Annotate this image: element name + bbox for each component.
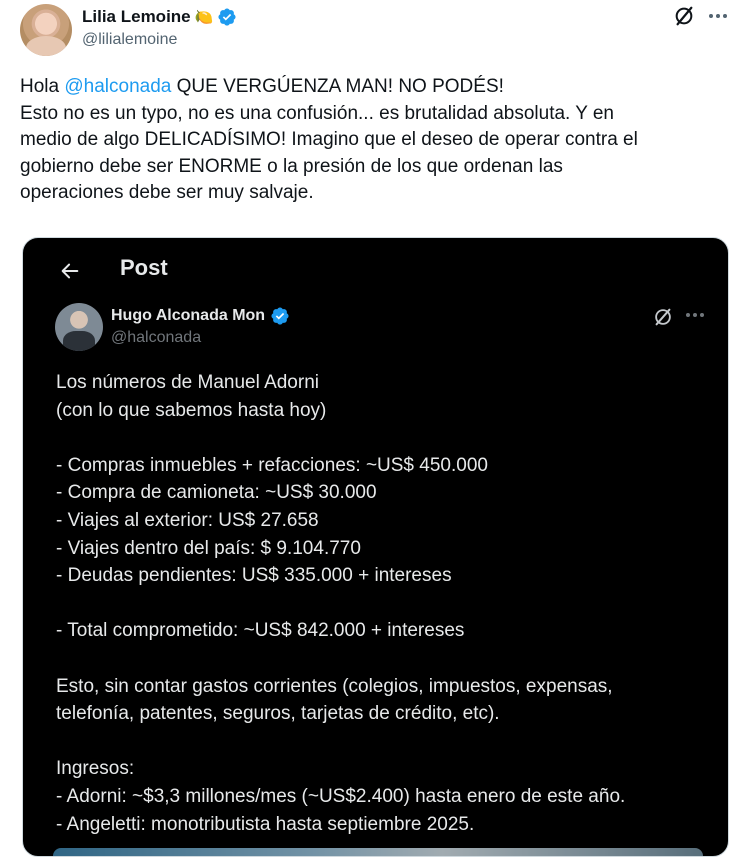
embedded-post-line: Esto, sin contar gastos corrientes (colegios, impuestos, expensas, bbox=[56, 675, 613, 697]
embedded-post-line: Los números de Manuel Adorni bbox=[56, 372, 319, 393]
embedded-post-line: - Adorni: ~$3,3 millones/mes (~US$2.400) hasta enero de este año. bbox=[56, 785, 626, 807]
embedded-post-line bbox=[56, 728, 706, 756]
embedded-post-line: - Viajes al exterior: US$ 27.658 bbox=[56, 509, 319, 531]
embedded-post-line: - Deudas pendientes: US$ 335.000 + intereses bbox=[56, 565, 452, 587]
tweet-text-segment: operaciones debe ser muy salvaje. bbox=[20, 182, 314, 203]
embedded-author-name: Hugo Alconada Mon bbox=[111, 307, 266, 324]
embedded-avatar bbox=[55, 303, 103, 351]
tweet-text-segment: medio de algo DELICADÍSIMO! Imagino que el deseo de operar contra el bbox=[20, 129, 638, 150]
embedded-post-line bbox=[56, 424, 706, 452]
tweet-text-segment: QUE VERGÚENZA MAN! NO PODÉS! bbox=[171, 76, 504, 97]
back-arrow-icon bbox=[59, 260, 81, 282]
tweet-text-line bbox=[20, 101, 732, 128]
embedded-post-line: - Angeletti: monotributista hasta septiembre 2025. bbox=[56, 813, 475, 835]
embedded-author-row bbox=[111, 306, 290, 326]
tweet-text-line bbox=[20, 154, 732, 181]
author-display-name[interactable]: Lilia Lemoine bbox=[82, 7, 191, 26]
embedded-more-icon bbox=[684, 306, 706, 324]
embedded-post-line: - Compra de camioneta: ~US$ 30.000 bbox=[56, 482, 377, 504]
tweet-text-segment: gobierno debe ser ENORME o la presión de los que ordenan las bbox=[20, 155, 563, 177]
tweet-text-line bbox=[20, 74, 732, 101]
embedded-post-line bbox=[56, 590, 706, 618]
tweet-text-line bbox=[20, 127, 732, 154]
grok-icon[interactable] bbox=[673, 5, 695, 27]
embedded-post-line: - Compras inmuebles + refacciones: ~US$ 450.000 bbox=[56, 454, 488, 476]
mention-link[interactable]: @halconada bbox=[64, 76, 172, 97]
tweet-text-line bbox=[20, 180, 732, 207]
more-icon[interactable] bbox=[706, 6, 730, 26]
tweet-text-segment: Hola bbox=[20, 76, 65, 97]
embedded-post-line: - Total comprometido: ~US$ 842.000 + intereses bbox=[56, 620, 465, 642]
embedded-post-line: (con lo que sabemos hasta hoy) bbox=[56, 399, 327, 421]
tweet-text-segment: Esto no es un typo, no es una confusión... es brutalidad absoluta. Y en bbox=[20, 102, 614, 124]
embedded-author-handle: @halconada bbox=[111, 329, 202, 346]
embedded-post-image[interactable] bbox=[22, 237, 729, 857]
embedded-post-line bbox=[56, 645, 706, 673]
lemon-emoji: 🍋 bbox=[194, 8, 214, 26]
embedded-post-text bbox=[56, 369, 706, 838]
embedded-verified-icon bbox=[270, 306, 290, 326]
author-handle[interactable]: @lilialemoine bbox=[82, 31, 178, 48]
embedded-grok-icon bbox=[652, 306, 674, 328]
embedded-post-line: Ingresos: bbox=[56, 758, 135, 780]
avatar[interactable] bbox=[20, 4, 72, 56]
author-name-row[interactable] bbox=[82, 6, 237, 28]
embedded-post-line: - Viajes dentro del país: $ 9.104.770 bbox=[56, 537, 361, 559]
tweet-text bbox=[20, 74, 732, 207]
embedded-media-preview bbox=[53, 848, 703, 857]
embedded-post-line: telefonía, patentes, seguros, tarjetas de crédito, etc). bbox=[56, 703, 500, 725]
verified-badge-icon bbox=[217, 7, 237, 27]
post-title: Post bbox=[120, 255, 168, 280]
